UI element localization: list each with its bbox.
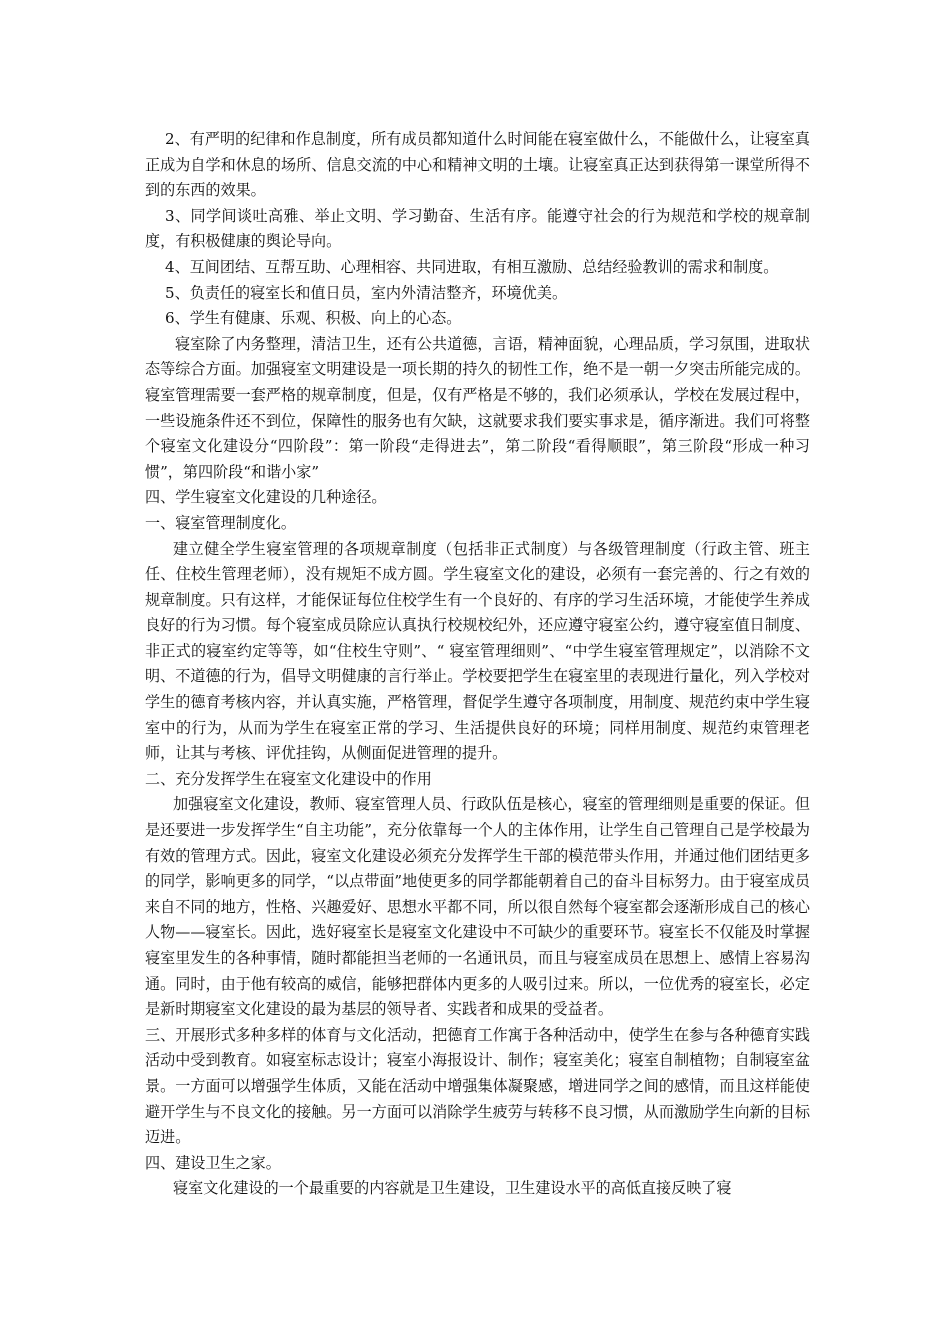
body-paragraph-hygiene: 寝室文化建设的一个最重要的内容就是卫生建设，卫生建设水平的高低直接反映了寝: [173, 1179, 732, 1198]
list-item-4: 4、互间团结、互帮互助、心理相容、共同进取，有相互激励、总结经验教训的需求和制度。: [165, 257, 779, 276]
subsection-paragraph-3: 三、开展形式多种多样的体育与文化活动，把德育工作寓于各种活动中，使学生在参与各种德育实践活动中受到教育。如寝室标志设计；寝室小海报设计、制作；寝室美化；寝室自制植物；自制寝室盆景。一方面可以增强学生体质，又能在活动中增强集体凝聚感，增进同学之间的感情，而且这样能使避开学生与不良文化的接触。另一方面可以消除学生疲劳与转移不良习惯，从而激励学生向新的目标迈进。: [145, 1025, 810, 1147]
section-heading-approaches: 四、学生寝室文化建设的几种途径。: [145, 488, 387, 507]
subsection-heading-1: 一、寝室管理制度化。: [145, 513, 296, 532]
body-paragraph-rules: 建立健全学生寝室管理的各项规章制度（包括非正式制度）与各级管理制度（行政主管、班主任、住校生管理老师），没有规矩不成方圆。学生寝室文化的建设，必须有一套完善的、行之有效的规章制度。只有这样，才能保证每位住校学生有一个良好的、有序的学习生活环境，才能使学生养成良好的行为习惯。每个寝室成员除应认真执行校规校纪外，还应遵守寝室公约，遵守寝室值日制度、非正式的寝室约定等等，如“住校生守则”、“ 寝室管理细则”、“中学生寝室管理规定”，以消除不文明、不道德的行为，倡导文明健康的言行举止。学校要把学生在寝室里的表现进行量化，列入学校对学生的德育考核内容，并认真实施，严格管理，督促学生遵守各项制度，用制度、规范约束中学生寝室中的行为，从而为学生在寝室正常的学习、生活提供良好的环境；同样用制度、规范约束管理老师，让其与考核、评优挂钩，从侧面促进管理的提升。: [145, 539, 810, 763]
list-item-5: 5、负责任的寝室长和值日员，室内外清洁整齐，环境优美。: [165, 283, 568, 302]
body-paragraph-students: 加强寝室文化建设，教师、寝室管理人员、行政队伍是核心，寝室的管理细则是重要的保证。但是还要进一步发挥学生“自主功能”，充分依靠每一个人的主体作用，让学生自己管理自己是学校最为有效的管理方式。因此，寝室文化建设必须充分发挥学生干部的模范带头作用，并通过他们团结更多的同学，影响更多的同学，“以点带面”地使更多的同学都能朝着自己的奋斗目标努力。由于寝室成员来自不同的地方，性格、兴趣爱好、思想水平都不同，所以很自然每个寝室都会逐渐形成自己的核心人物——寝室长。因此，选好寝室长是寝室文化建设中不可缺少的重要环节。寝室长不仅能及时掌握寝室里发生的各种事情，随时都能担当老师的一名通讯员，而且与寝室成员在思想上、感情上容易沟通。同时，由于他有较高的威信，能够把群体内更多的人吸引过来。所以，一位优秀的寝室长，必定是新时期寝室文化建设的最为基层的领导者、实践者和成果的受益者。: [145, 795, 810, 1019]
list-item-3: 3、同学间谈吐高雅、举止文明、学习勤奋、生活有序。能遵守社会的行为规范和学校的规章制度，有积极健康的舆论导向。: [145, 206, 810, 251]
body-paragraph-overview: 寝室除了内务整理，清洁卫生，还有公共道德，言语，精神面貌，心理品质，学习氛围，进取状态等综合方面。加强寝室文明建设是一项长期的持久的韧性工作，绝不是一朝一夕突击所能完成的。寝室管理需要一套严格的规章制度，但是，仅有严格是不够的，我们必须承认，学校在发展过程中，一些设施条件还不到位，保障性的服务也有欠缺，这就要求我们要实事求是，循序渐进。我们可将整个寝室文化建设分“四阶段”：第一阶段“走得进去”，第二阶段“看得顺眼”，第三阶段“形成一种习惯”，第四阶段“和谐小家”: [145, 334, 810, 481]
list-item-2: 2、有严明的纪律和作息制度，所有成员都知道什么时间能在寝室做什么，不能做什么，让寝室真正成为自学和休息的场所、信息交流的中心和精神文明的土壤。让寝室真正达到获得第一课堂所得不到的东西的效果。: [145, 130, 810, 200]
document-page: [145, 127, 810, 1202]
list-item-6: 6、学生有健康、乐观、积极、向上的心态。: [165, 309, 462, 328]
subsection-heading-4: 四、建设卫生之家。: [145, 1153, 281, 1172]
subsection-heading-2: 二、充分发挥学生在寝室文化建设中的作用: [145, 769, 432, 788]
